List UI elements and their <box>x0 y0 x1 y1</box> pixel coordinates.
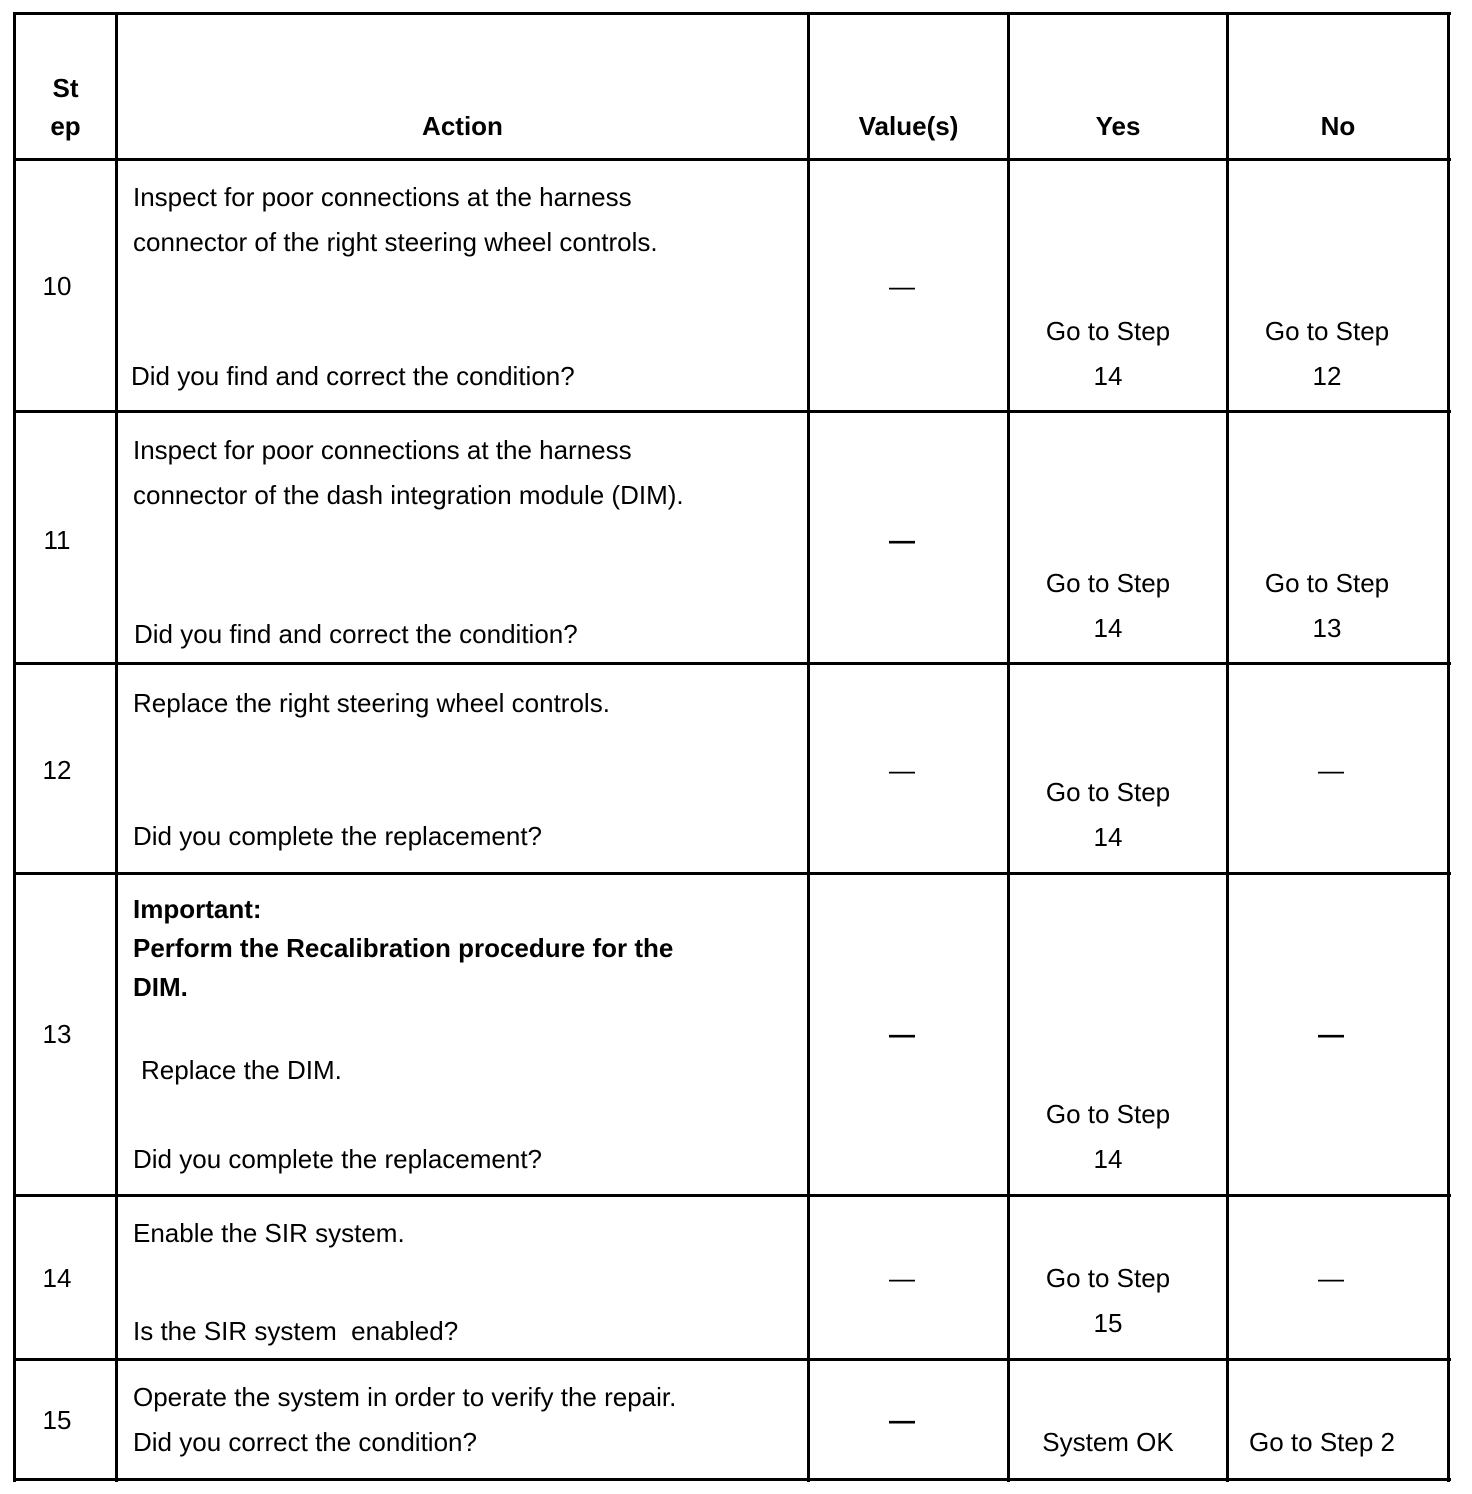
value-cell: — <box>889 271 915 301</box>
no-cell: Go to Step 2 <box>1249 1427 1395 1457</box>
value-cell: — <box>889 525 915 555</box>
header-action: Action <box>422 111 503 141</box>
action-text: Inspect for poor connections at the harness <box>133 182 632 212</box>
important-text: DIM. <box>133 972 188 1002</box>
action-text: Inspect for poor connections at the harness <box>133 435 632 465</box>
header-no: No <box>1320 111 1356 141</box>
column-divider <box>1226 12 1229 1482</box>
no-step: 12 <box>1312 361 1342 391</box>
step-number: 13 <box>42 1019 72 1049</box>
no-step: 13 <box>1312 613 1342 643</box>
row-divider <box>13 1358 1451 1361</box>
no-cell: — <box>1318 755 1344 785</box>
action-text: Replace the DIM. <box>141 1055 342 1085</box>
value-cell: — <box>889 755 915 785</box>
yes-step: 14 <box>1093 361 1123 391</box>
important-label: Important: <box>133 894 262 924</box>
row-divider <box>13 410 1451 413</box>
action-question: Did you complete the replacement? <box>133 1144 543 1174</box>
action-question: Did you complete the replacement? <box>133 821 543 851</box>
header-values: Value(s) <box>858 111 959 141</box>
yes-step: 15 <box>1093 1308 1123 1338</box>
no-cell: — <box>1318 1019 1344 1049</box>
value-cell: — <box>889 1405 915 1435</box>
table-border-bottom <box>13 1478 1451 1481</box>
no-goto: Go to Step <box>1264 568 1390 598</box>
yes-goto: Go to Step <box>1045 316 1171 346</box>
action-text: Operate the system in order to verify the repair. <box>133 1382 677 1412</box>
action-question: Did you correct the condition? <box>133 1427 477 1457</box>
yes-step: 14 <box>1093 822 1123 852</box>
table-border-right <box>1447 12 1450 1482</box>
yes-goto: Go to Step <box>1045 568 1171 598</box>
table-border-left <box>13 12 16 1482</box>
step-number: 14 <box>42 1263 72 1293</box>
column-divider <box>115 12 118 1482</box>
action-question: Did you find and correct the condition? <box>131 361 575 391</box>
yes-step: 14 <box>1093 613 1123 643</box>
important-text: Perform the Recalibration procedure for the <box>133 933 674 963</box>
table-border-top <box>13 12 1451 15</box>
action-text: Replace the right steering wheel controls. <box>133 688 610 718</box>
value-cell: — <box>889 1263 915 1293</box>
action-text: connector of the right steering wheel controls. <box>133 227 658 257</box>
no-cell: — <box>1318 1263 1344 1293</box>
header-yes: Yes <box>1095 111 1141 141</box>
step-number: 10 <box>42 271 72 301</box>
action-text: Enable the SIR system. <box>133 1218 405 1248</box>
column-divider <box>807 12 810 1482</box>
row-divider <box>13 1194 1451 1197</box>
row-divider <box>13 872 1451 875</box>
header-step-line1: St <box>52 73 79 103</box>
step-number: 12 <box>42 755 72 785</box>
yes-cell: System OK <box>1042 1427 1174 1457</box>
yes-goto: Go to Step <box>1045 1099 1171 1129</box>
row-divider <box>13 662 1451 665</box>
value-cell: — <box>889 1019 915 1049</box>
action-text: connector of the dash integration module (DIM). <box>133 480 684 510</box>
yes-goto: Go to Step <box>1045 777 1171 807</box>
step-number: 15 <box>42 1405 72 1435</box>
step-number: 11 <box>43 525 71 555</box>
action-question: Is the SIR system enabled? <box>133 1316 459 1346</box>
yes-goto: Go to Step <box>1045 1263 1171 1293</box>
header-step-line2: ep <box>50 111 81 141</box>
no-goto: Go to Step <box>1264 316 1390 346</box>
action-question: Did you find and correct the condition? <box>134 619 578 649</box>
column-divider <box>1007 12 1010 1482</box>
yes-step: 14 <box>1093 1144 1123 1174</box>
header-divider <box>13 158 1451 161</box>
